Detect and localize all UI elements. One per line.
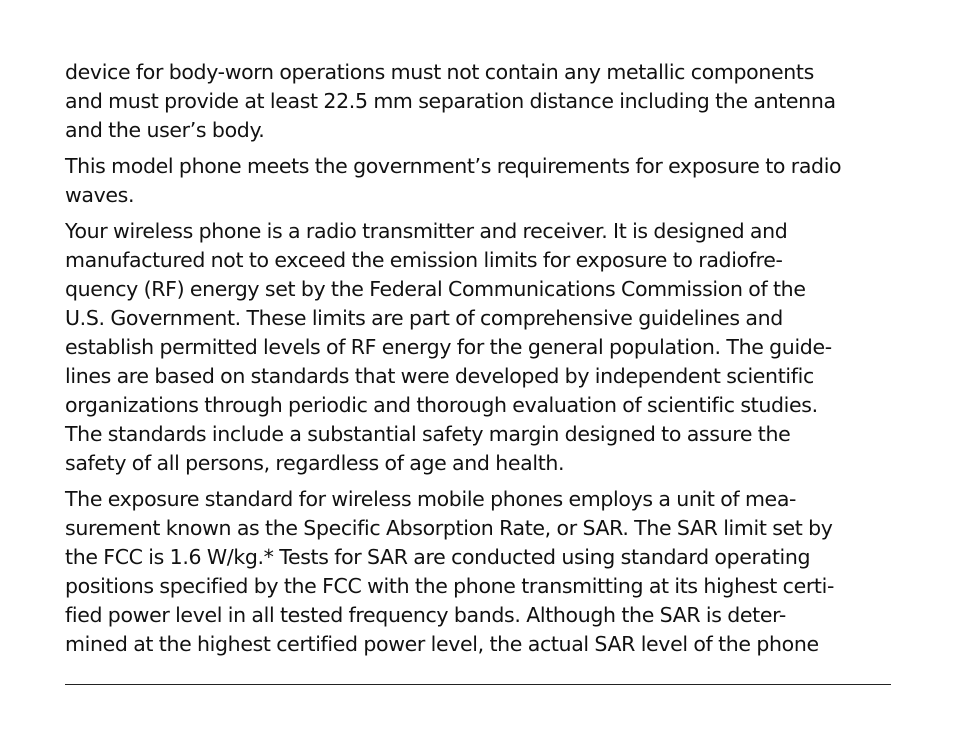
paragraph-radio-transmitter — [65, 217, 895, 478]
text-line: This model phone meets the government’s requirements for exposure to radio — [65, 154, 842, 178]
text-line: organizations through periodic and thorough evaluation of scientific studies. — [65, 393, 818, 417]
text-line: U.S. Government. These limits are part of comprehensive guidelines and — [65, 306, 783, 330]
paragraph-sar-standard — [65, 485, 895, 659]
text-line: Your wireless phone is a radio transmitter and receiver. It is designed and — [65, 219, 788, 243]
text-line: waves. — [65, 183, 135, 207]
text-line: the FCC is 1.6 W/kg.* Tests for SAR are conducted using standard operating — [65, 545, 811, 569]
text-line: establish permitted levels of RF energy for the general population. The guide- — [65, 335, 832, 359]
text-line: and must provide at least 22.5 mm separation distance including the antenna — [65, 89, 836, 113]
text-line: safety of all persons, regardless of age and health. — [65, 451, 565, 475]
text-line: manufactured not to exceed the emission limits for exposure to radiofre- — [65, 248, 783, 272]
text-line: device for body-worn operations must not contain any metallic components — [65, 60, 814, 84]
text-line: surement known as the Specific Absorption Rate, or SAR. The SAR limit set by — [65, 516, 833, 540]
paragraph-body-worn — [65, 58, 895, 145]
text-line: lines are based on standards that were developed by independent scientific — [65, 364, 814, 388]
footer-divider — [65, 684, 891, 685]
text-line: The standards include a substantial safety margin designed to assure the — [65, 422, 791, 446]
document-body — [65, 58, 895, 666]
text-line: and the user’s body. — [65, 118, 265, 142]
paragraph-requirements — [65, 152, 895, 210]
text-line: mined at the highest certified power level, the actual SAR level of the phone — [65, 632, 819, 656]
text-line: fied power level in all tested frequency bands. Although the SAR is deter- — [65, 603, 786, 627]
text-line: The exposure standard for wireless mobile phones employs a unit of mea- — [65, 487, 797, 511]
text-line: quency (RF) energy set by the Federal Communications Commission of the — [65, 277, 806, 301]
text-line: positions specified by the FCC with the phone transmitting at its highest certi- — [65, 574, 835, 598]
